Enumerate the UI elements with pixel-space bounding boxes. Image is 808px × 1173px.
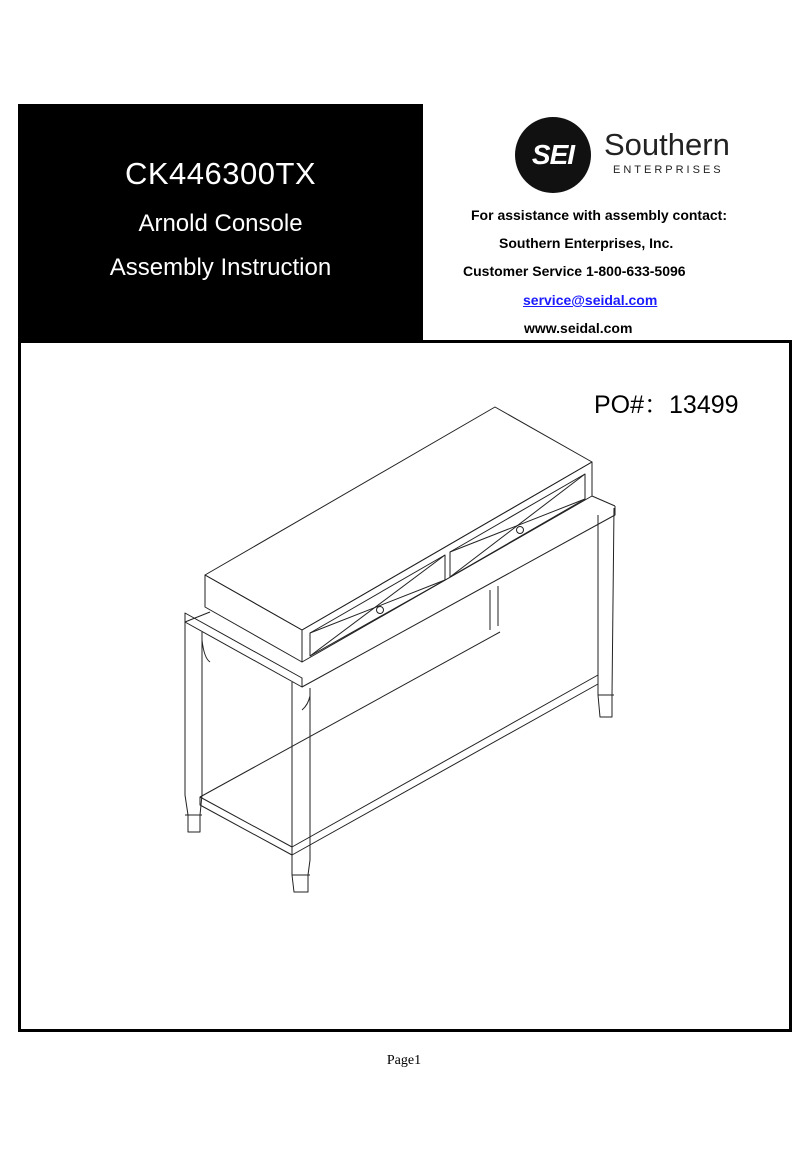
product-name: Arnold Console — [138, 210, 303, 237]
page-number: Page1 — [386, 1053, 422, 1068]
logo-company-sub: ENTERPRISES — [613, 164, 724, 176]
customer-service-phone: Customer Service 1-800-633-5096 — [463, 263, 686, 279]
logo-company-name: Southern — [604, 127, 730, 162]
model-number: CK446300TX — [124, 156, 317, 191]
company-name: Southern Enterprises, Inc. — [499, 235, 674, 251]
console-table-illustration — [180, 400, 620, 900]
assistance-heading: For assistance with assembly contact: — [471, 207, 727, 223]
website-text: www.seidal.com — [524, 320, 633, 336]
company-logo — [515, 117, 730, 197]
sei-logo-icon: SEI — [515, 117, 591, 193]
title-block — [18, 104, 423, 341]
document-type: Assembly Instruction — [109, 254, 332, 281]
po-number: PO#：13499 — [594, 391, 739, 419]
service-email-link[interactable]: service@seidal.com — [523, 292, 658, 308]
